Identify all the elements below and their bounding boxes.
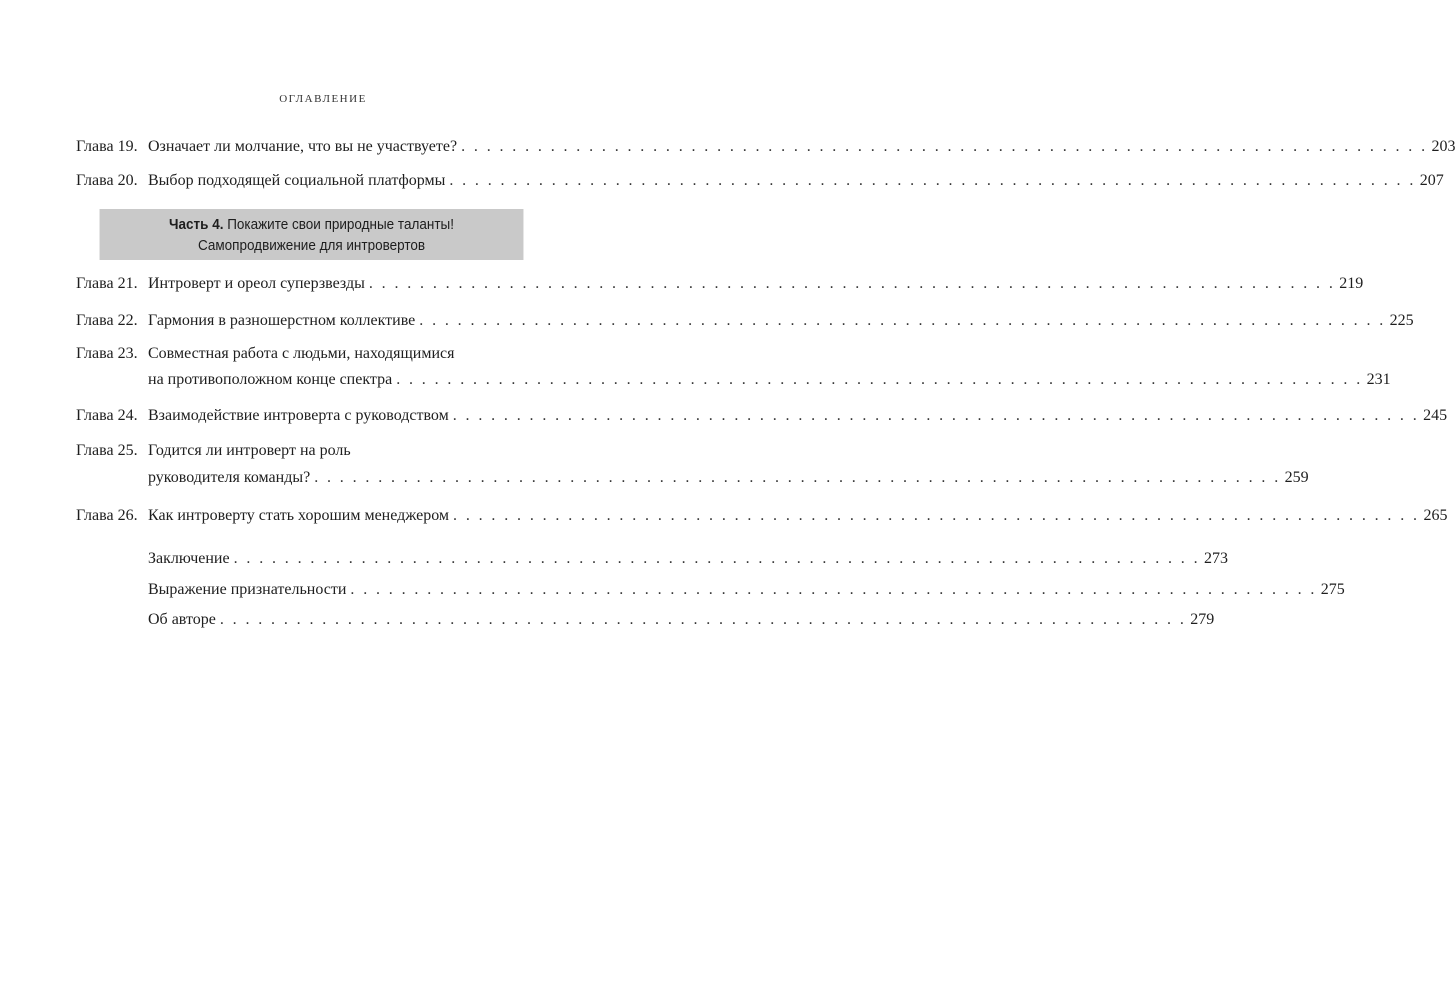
running-head: ОГЛАВЛЕНИЕ [279,93,367,105]
chapter-title: Как интроверту стать хорошим менеджером [148,507,450,524]
page-number: 279 [1190,611,1215,628]
toc-entry-ch20[interactable] [76,171,1444,191]
page-number: 245 [1423,407,1448,424]
page-number: 225 [1389,312,1414,329]
part-title-line2: Самопродвижение для интровертов [197,237,426,254]
chapter-title: Интроверт и ореол суперзвезды [148,275,365,292]
part-4-banner[interactable] [100,209,524,260]
toc-entry-ch22[interactable] [76,311,1414,331]
toc-entry-ch24[interactable] [76,406,1448,426]
toc-entry-conclusion[interactable] [76,549,1228,569]
chapter-number: Глава 20. [76,172,138,189]
page-number: 259 [1284,469,1309,486]
page-number: 219 [1339,275,1364,292]
section-title: Об авторе [148,611,216,628]
page-number: 275 [1320,581,1345,598]
toc-entry-acknowledgements[interactable] [76,580,1345,600]
toc-entry-ch25[interactable] [76,441,1309,488]
page-number: 207 [1419,172,1444,189]
toc-entry-ch21[interactable] [76,274,1364,294]
chapter-title-line1: Годится ли интроверт на роль [148,442,351,459]
chapter-title-line2: на противоположном конце спектра [148,371,393,388]
chapter-number: Глава 19. [76,138,138,155]
leader-dots: . . . . . . . . . . . . . . . . . . . . . . . . . . . . . . . . . . . . . . . . . . . . . . . . . . . . . . . . . . . . . . . . . . . . . . . . . . . . [453,507,1420,524]
leader-dots: . . . . . . . . . . . . . . . . . . . . . . . . . . . . . . . . . . . . . . . . . . . . . . . . . . . . . . . . . . . . . . . . . . . . . . . . . . . . [449,172,1416,189]
leader-dots: . . . . . . . . . . . . . . . . . . . . . . . . . . . . . . . . . . . . . . . . . . . . . . . . . . . . . . . . . . . . . . . . . . . . . . . . . . . . [233,550,1200,567]
section-title: Заключение [148,550,230,567]
leader-dots: . . . . . . . . . . . . . . . . . . . . . . . . . . . . . . . . . . . . . . . . . . . . . . . . . . . . . . . . . . . . . . . . . . . . . . . . . . . . [368,275,1336,292]
chapter-number: Глава 23. [76,345,138,362]
leader-dots: . . . . . . . . . . . . . . . . . . . . . . . . . . . . . . . . . . . . . . . . . . . . . . . . . . . . . . . . . . . . . . . . . . . . . . . . . . . . [461,138,1428,155]
chapter-number: Глава 25. [76,442,138,459]
toc-entry-about-author[interactable] [76,610,1215,630]
part-title-line1: Покажите свои природные таланты! [227,216,454,233]
chapter-title: Гармония в разношерстном коллективе [148,312,416,329]
page-number: 231 [1366,371,1391,388]
section-title: Выражение признательности [148,581,347,598]
toc-entry-ch23[interactable] [76,344,1391,390]
chapter-number: Глава 21. [76,275,138,292]
chapter-number: Глава 22. [76,312,138,329]
leader-dots: . . . . . . . . . . . . . . . . . . . . . . . . . . . . . . . . . . . . . . . . . . . . . . . . . . . . . . . . . . . . . . . . . . . . . . . . . . . . [219,611,1187,628]
chapter-title-line1: Совместная работа с людьми, находящимися [148,345,455,362]
leader-dots: . . . . . . . . . . . . . . . . . . . . . . . . . . . . . . . . . . . . . . . . . . . . . . . . . . . . . . . . . . . . . . . . . . . . . . . . . . . . [350,581,1317,598]
leader-dots: . . . . . . . . . . . . . . . . . . . . . . . . . . . . . . . . . . . . . . . . . . . . . . . . . . . . . . . . . . . . . . . . . . . . . . . . . . . . [396,371,1363,388]
chapter-title: Выбор подходящей социальной платформы [148,172,446,189]
page-number: 273 [1204,550,1228,567]
toc-entry-ch19[interactable] [76,137,1456,157]
part-label: Часть 4. [169,216,224,233]
leader-dots: . . . . . . . . . . . . . . . . . . . . . . . . . . . . . . . . . . . . . . . . . . . . . . . . . . . . . . . . . . . . . . . . . . . . . . . . . . . . [314,469,1281,486]
chapter-number: Глава 26. [76,507,138,524]
page-number: 265 [1423,507,1448,524]
toc-entry-ch26[interactable] [76,506,1448,526]
chapter-title-line2: руководителя команды? [148,469,311,486]
chapter-number: Глава 24. [76,407,138,424]
page-number: 203 [1431,138,1456,155]
leader-dots: . . . . . . . . . . . . . . . . . . . . . . . . . . . . . . . . . . . . . . . . . . . . . . . . . . . . . . . . . . . . . . . . . . . . . . . . . . . . [452,407,1420,424]
chapter-title: Взаимодействие интроверта с руководством [148,407,449,424]
leader-dots: . . . . . . . . . . . . . . . . . . . . . . . . . . . . . . . . . . . . . . . . . . . . . . . . . . . . . . . . . . . . . . . . . . . . . . . . . . . . [419,312,1386,329]
chapter-title: Означает ли молчание, что вы не участвуете? [148,138,458,155]
